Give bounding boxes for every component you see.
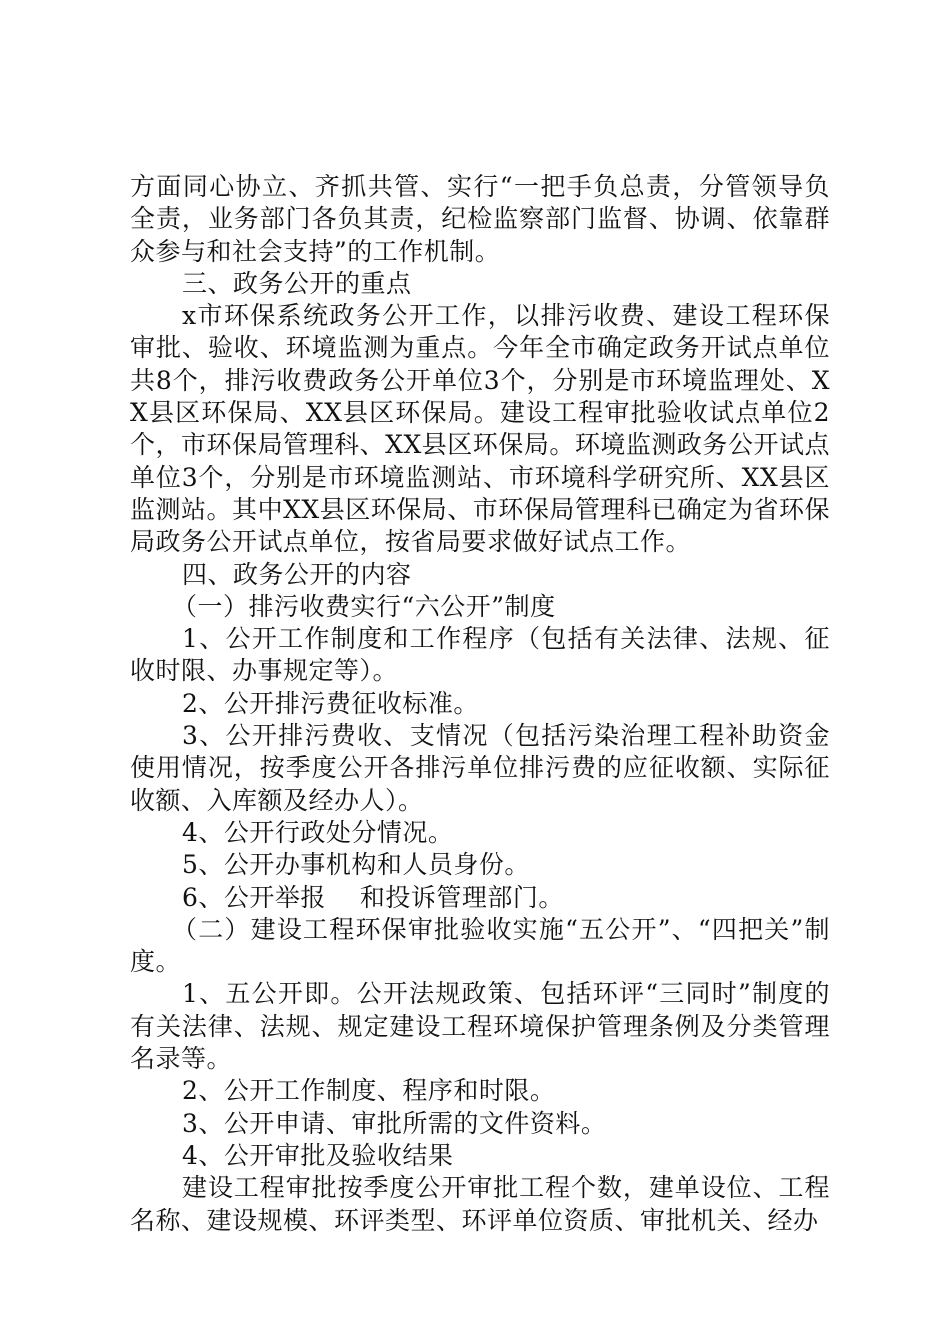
list-item: 4、公开审批及验收结果	[182, 1140, 454, 1170]
heading-subsection-two: （二）建设工程环保审批验收实施“五公开”、“四把关”制度。	[130, 914, 830, 977]
heading-section-four: 四、政务公开的内容	[182, 559, 412, 589]
list-item: 3、公开排污费收、支情况（包括污染治理工程补助资金使用情况，按季度公开各排污单位排污费的应征收额、实际征收额、入库额及经办人）。	[130, 721, 830, 815]
paragraph-key-points: x市环保系统政务公开工作，以排污收费、建设工程环保审批、验收、环境监测为重点。今年全市确定政务开试点单位共8个，排污收费政务公开单位3个，分别是市环境监理处、XX县区环保局、XX县区环保局。建设工程审批验收试点单位2个，市环保局管理科、XX县区环保局。环境监测政务公开试点单位3个，分别是市环境监测站、市环境科学研究所、XX县区监测站。其中XX县区环保局、市环保局管理科已确定为省环保局政务公开试点单位，按省局要求做好试点工作。	[130, 301, 830, 557]
heading-subsection-one: （一）排污收费实行“六公开”制度	[172, 591, 556, 621]
paragraph-approval-disclosure: 建设工程审批按季度公开审批工程个数，建单设位、工程名称、建设规模、环评类型、环评单位资质、审批机关、经办	[130, 1173, 830, 1235]
list-item: 1、公开工作制度和工作程序（包括有关法律、法规、征收时限、办事规定等）。	[130, 624, 830, 686]
list-item: 2、公开排污费征收标准。	[182, 688, 479, 718]
list-item: 4、公开行政处分情况。	[182, 817, 454, 847]
list-item: 5、公开办事机构和人员身份。	[182, 850, 530, 880]
heading-section-three: 三、政务公开的重点	[182, 268, 412, 298]
list-item: 6、公开举报 和投诉管理部门。	[182, 882, 564, 912]
paragraph-working-mechanism: 方面同心协立、齐抓共管、实行“一把手负总责，分管领导负全责，业务部门各负其责，纪检监察部门监督、协调、依靠群众参与和社会支持”的工作机制。	[130, 172, 830, 266]
list-item: 2、公开工作制度、程序和时限。	[182, 1076, 556, 1106]
document-body	[130, 171, 830, 1237]
list-item: 3、公开申请、审批所需的文件资料。	[182, 1108, 607, 1138]
list-item: 1、五公开即。公开法规政策、包括环评“三同时”制度的有关法律、法规、规定建设工程环境保护管理条例及分类管理名录等。	[130, 979, 830, 1074]
